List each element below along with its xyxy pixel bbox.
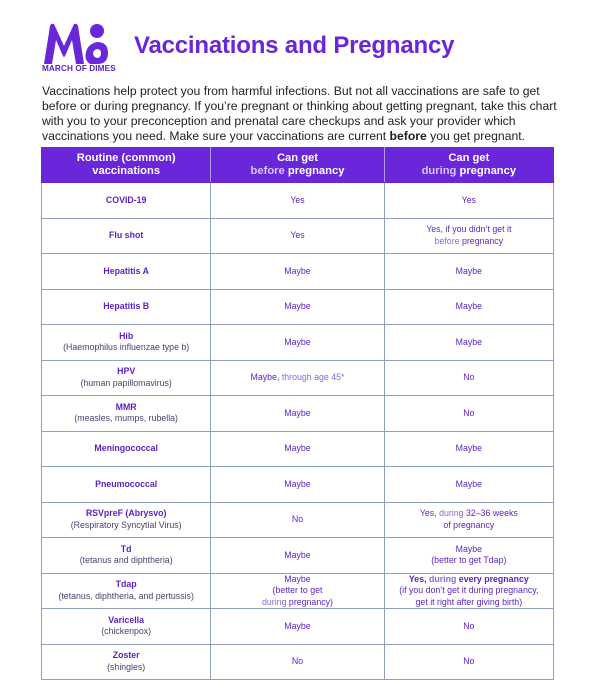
- during-cell: Maybe: [384, 467, 553, 503]
- during-cell: No: [384, 396, 553, 432]
- vaccine-cell: [42, 644, 211, 680]
- vaccine-cell: [42, 502, 211, 538]
- header-before: [211, 148, 384, 183]
- before-cell: Maybe: [211, 467, 384, 503]
- during-text: Yes,: [419, 508, 440, 519]
- during-text-rest: 32–36 weeks: [463, 508, 518, 519]
- vaccine-name: Hepatitis A: [103, 265, 149, 276]
- march-of-dimes-logo: [42, 22, 116, 73]
- header-during-line1: Can get: [448, 152, 490, 164]
- header-before-line1: Can get: [276, 152, 318, 164]
- header-before-highlight: before: [250, 165, 285, 177]
- vaccination-table: [41, 147, 554, 680]
- vaccine-cell: [42, 360, 211, 396]
- during-text-line2: (if you don’t get it during pregnancy,: [399, 585, 539, 595]
- during-cell: Yes: [384, 183, 553, 219]
- vaccine-cell: [42, 396, 211, 432]
- before-cell: Maybe: [211, 325, 384, 361]
- during-highlight: during: [439, 508, 464, 519]
- vaccine-subtitle: (chickenpox): [101, 626, 152, 637]
- during-text: Yes,: [408, 573, 429, 584]
- table-row: [42, 218, 554, 254]
- vaccine-cell: [42, 183, 211, 219]
- before-cell: [211, 573, 384, 609]
- table-row: [42, 431, 554, 467]
- vaccine-cell: [42, 431, 211, 467]
- vaccine-name: Hib: [119, 330, 134, 341]
- during-text-rest: every pregnancy: [456, 573, 529, 584]
- before-cell: No: [211, 502, 384, 538]
- during-cell: No: [384, 360, 553, 396]
- before-cell: Maybe: [211, 289, 384, 325]
- intro-paragraph: [42, 84, 562, 144]
- table-row: [42, 467, 554, 503]
- before-cell: Maybe: [211, 254, 384, 290]
- header-during-rest: pregnancy: [456, 165, 517, 177]
- table-row: [42, 289, 554, 325]
- header-before-rest: pregnancy: [284, 165, 345, 177]
- table-row: [42, 573, 554, 609]
- header: [38, 20, 578, 75]
- vaccine-subtitle: (measles, mumps, rubella): [74, 413, 178, 424]
- during-highlight: before: [434, 235, 460, 246]
- during-cell: No: [384, 609, 553, 645]
- vaccine-name: RSVpreF (Abrysvo): [85, 508, 167, 519]
- vaccine-name: Flu shot: [109, 230, 144, 240]
- vaccine-subtitle: (shingles): [107, 661, 146, 672]
- before-cell: Yes: [211, 183, 384, 219]
- before-cell: Yes: [211, 218, 384, 254]
- before-cell: Maybe: [211, 609, 384, 645]
- vaccine-subtitle: (tetanus, diphtheria, and pertussis): [58, 590, 194, 601]
- vaccine-name: COVID-19: [105, 194, 147, 205]
- vaccine-subtitle: (Respiratory Syncytial Virus): [70, 519, 182, 530]
- vaccine-name: Td: [120, 543, 132, 554]
- during-cell: [384, 573, 553, 609]
- before-cell: [211, 360, 384, 396]
- logo-text: MARCH OF DIMES: [42, 64, 116, 73]
- before-cell: No: [211, 644, 384, 680]
- vaccine-cell: [42, 289, 211, 325]
- during-cell: Maybe: [384, 254, 553, 290]
- logo-mark-icon: [42, 22, 112, 66]
- table-row: [42, 609, 554, 645]
- vaccine-cell: [42, 573, 211, 609]
- vaccine-cell: [42, 538, 211, 574]
- table-row: [42, 396, 554, 432]
- vaccine-name: Zoster: [112, 650, 140, 661]
- before-text: Maybe,: [250, 372, 282, 382]
- before-cell: Maybe: [211, 538, 384, 574]
- table-row: [42, 538, 554, 574]
- vaccine-name: Varicella: [108, 614, 145, 625]
- during-cell: No: [384, 644, 553, 680]
- table-header-row: [42, 148, 554, 183]
- before-cell: Maybe: [211, 431, 384, 467]
- intro-text-2: you get pregnant.: [426, 129, 526, 143]
- vaccine-subtitle: (Haemophilus influenzae type b): [63, 342, 190, 353]
- vaccine-name: Tdap: [115, 579, 137, 590]
- page-title: Vaccinations and Pregnancy: [134, 32, 455, 59]
- during-text-rest: pregnancy: [459, 235, 504, 246]
- vaccine-cell: [42, 325, 211, 361]
- table-row: [42, 502, 554, 538]
- vaccine-cell: [42, 467, 211, 503]
- table-row: [42, 183, 554, 219]
- header-during: [384, 148, 553, 183]
- during-cell: Maybe: [384, 289, 553, 325]
- vaccine-name: Hepatitis B: [103, 301, 150, 311]
- before-cell: Maybe: [211, 396, 384, 432]
- during-cell: [384, 218, 553, 254]
- during-cell: Maybe: [384, 325, 553, 361]
- table-row: [42, 644, 554, 680]
- vaccine-name: Meningococcal: [94, 443, 158, 453]
- intro-text-1: Vaccinations help protect you from harmful infections. But not all vaccinations are safe to get before or during pregnancy. If you’re pregnant or thinking about getting pregnant, take this chart with you to your preconception and prenatal care checkups and ask your provider which vaccinations you need. Make sure your vaccinations are current: [42, 84, 557, 143]
- before-highlight: through age 45*: [281, 372, 345, 382]
- vaccine-name: MMR: [115, 401, 137, 412]
- during-text: Yes, if you didn’t get it: [426, 224, 512, 235]
- during-cell: [384, 538, 553, 574]
- before-highlight: during: [262, 596, 287, 607]
- vaccine-cell: [42, 254, 211, 290]
- vaccine-cell: [42, 609, 211, 645]
- before-text-rest: pregnancy): [286, 596, 333, 607]
- vaccine-subtitle: (human papillomavirus): [80, 377, 172, 388]
- during-text-line2: of pregnancy: [443, 519, 495, 530]
- table-row: [42, 360, 554, 396]
- during-cell: [384, 502, 553, 538]
- table-row: [42, 325, 554, 361]
- header-routine-line2: vaccinations: [92, 165, 161, 177]
- during-highlight: during: [428, 573, 457, 584]
- header-routine: [42, 148, 211, 183]
- during-text: Maybe: [455, 543, 483, 554]
- during-cell: Maybe: [384, 431, 553, 467]
- table-row: [42, 254, 554, 290]
- vaccine-cell: [42, 218, 211, 254]
- before-text: Maybe: [284, 573, 311, 584]
- intro-text-bold: before: [389, 129, 427, 143]
- header-during-highlight: during: [421, 165, 457, 177]
- vaccine-name: HPV: [117, 366, 136, 377]
- during-text-line2: (better to get Tdap): [431, 555, 507, 566]
- vaccine-name: Pneumococcal: [95, 478, 158, 489]
- vaccine-subtitle: (tetanus and diphtheria): [79, 555, 173, 566]
- during-text-line3: get it right after giving birth): [415, 596, 523, 607]
- header-routine-line1: Routine (common): [76, 152, 176, 164]
- before-text-line2: (better to get: [272, 585, 323, 595]
